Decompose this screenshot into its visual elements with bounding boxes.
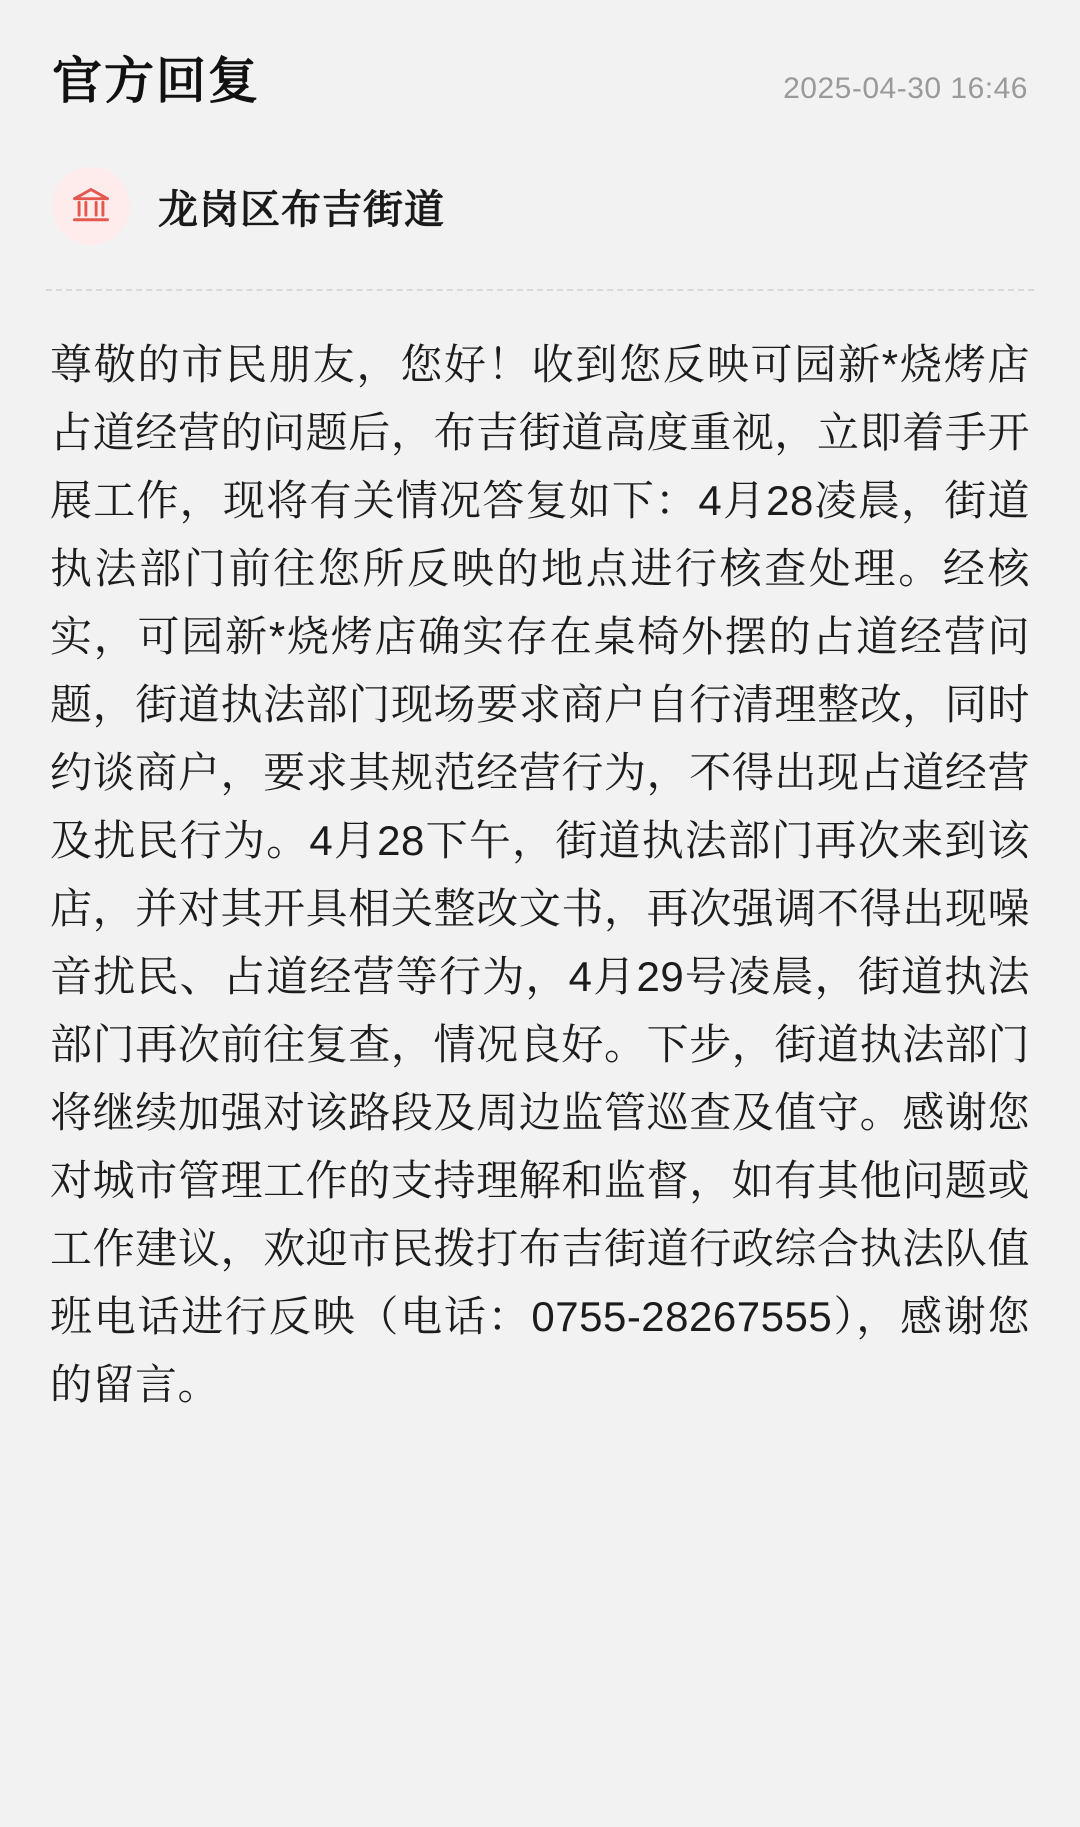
page-title: 官方回复 xyxy=(52,53,260,109)
department-name: 龙岗区布吉街道 xyxy=(158,187,445,232)
government-building-icon xyxy=(69,184,113,228)
reply-body: 尊敬的市民朋友，您好！收到您反映可园新*烧烤店占道经营的问题后，布吉街道高度重视，立即着手开展工作，现将有关情况答复如下：4月28凌晨，街道执法部门前往您所反映的地点进行核查处理。经核实，可园新*烧烤店确实存在桌椅外摆的占道经营问题，街道执法部门现场要求商户自行清理整改，同时约谈商户，要求其规范经营行为，不得出现占道经营及扰民行为。4月28下午，街道执法部门再次来到该店，并对其开具相关整改文书，再次强调不得出现噪音扰民、占道经营等行为，4月29号凌晨，街道执法部门再次前往复查，情况良好。下步，街道执法部门将继续加强对该路段及周边监管巡查及值守。感谢您对城市管理工作的支持理解和监督，如有其他问题或工作建议，欢迎市民拨打布吉街道行政综合执法队值班电话进行反映（电话：0755-28267555），感谢您的留言。 xyxy=(50,341,1030,1409)
avatar xyxy=(52,167,130,245)
divider xyxy=(46,289,1034,291)
department-row xyxy=(46,167,1034,245)
reply-timestamp: 2025-04-30 16:46 xyxy=(783,72,1028,105)
reply-header xyxy=(46,44,1034,109)
